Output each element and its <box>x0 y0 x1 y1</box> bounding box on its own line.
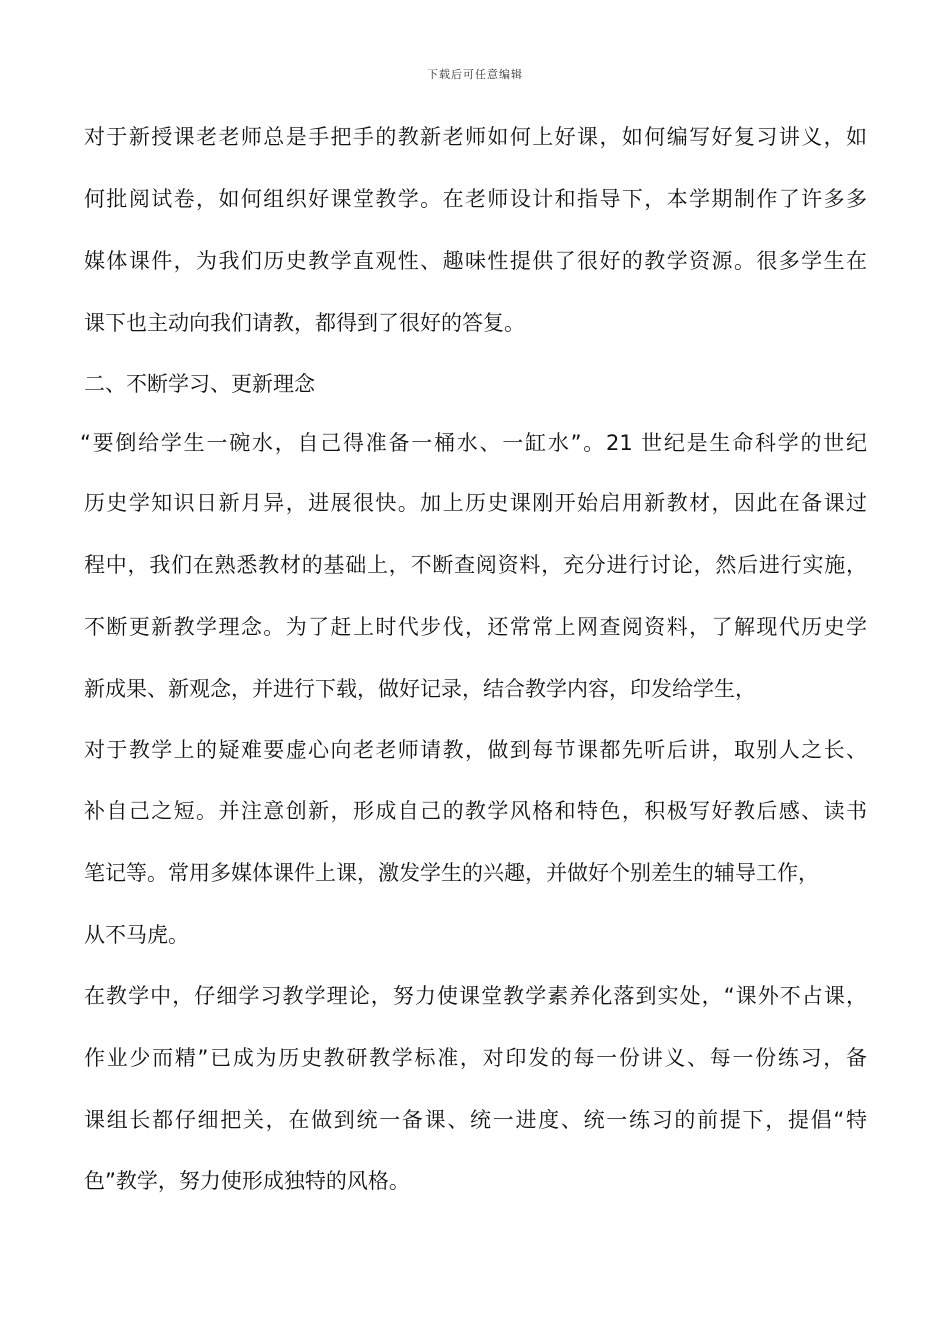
text-line: 从不马虎。 <box>84 923 189 947</box>
text-line: 历史学知识日新月异，进展很快。加上历史课刚开始启用新教材，因此在备课过 <box>84 491 867 515</box>
text-line: 笔记等。常用多媒体课件上课，激发学生的兴趣，并做好个别差生的辅导工作， <box>84 861 819 885</box>
text-line: “要倒给学生一碗水，自己得准备一桶水、一缸水”。21 世纪是生命科学的世纪 <box>80 431 867 455</box>
text-line: 程中，我们在熟悉教材的基础上，不断查阅资料，充分进行讨论，然后进行实施， <box>84 553 867 577</box>
text-line: 在教学中，仔细学习教学理论，努力使课堂教学素养化落到实处，“课外不占课， <box>84 984 867 1008</box>
text-line: 课下也主动向我们请教，都得到了很好的答复。 <box>84 311 525 335</box>
text-line: 新成果、新观念，并进行下载，做好记录，结合教学内容，印发给学生， <box>84 677 756 701</box>
text-line: 课组长都仔细把关，在做到统一备课、统一进度、统一练习的前提下，提倡“特 <box>84 1108 867 1132</box>
text-line: 不断更新教学理念。为了赶上时代步伐，还常常上网查阅资料，了解现代历史学 <box>84 615 867 639</box>
text-line: 媒体课件，为我们历史教学直观性、趣味性提供了很好的教学资源。很多学生在 <box>84 249 867 273</box>
text-line: 对于新授课老老师总是手把手的教新老师如何上好课，如何编写好复习讲义，如 <box>84 125 867 149</box>
section-heading: 二、不断学习、更新理念 <box>84 372 315 396</box>
text-line: 补自己之短。并注意创新，形成自己的教学风格和特色，积极写好教后感、读书 <box>84 799 867 823</box>
page-header-note: 下载后可任意编辑 <box>427 68 523 81</box>
text-line: 何批阅试卷，如何组织好课堂教学。在老师设计和指导下，本学期制作了许多多 <box>84 187 867 211</box>
text-line: 对于教学上的疑难要虚心向老老师请教，做到每节课都先听后讲，取别人之长、 <box>84 738 867 762</box>
text-line: 色”教学，努力使形成独特的风格。 <box>84 1169 410 1193</box>
text-line: 作业少而精”已成为历史教研教学标准，对印发的每一份讲义、每一份练习，备 <box>84 1046 867 1070</box>
